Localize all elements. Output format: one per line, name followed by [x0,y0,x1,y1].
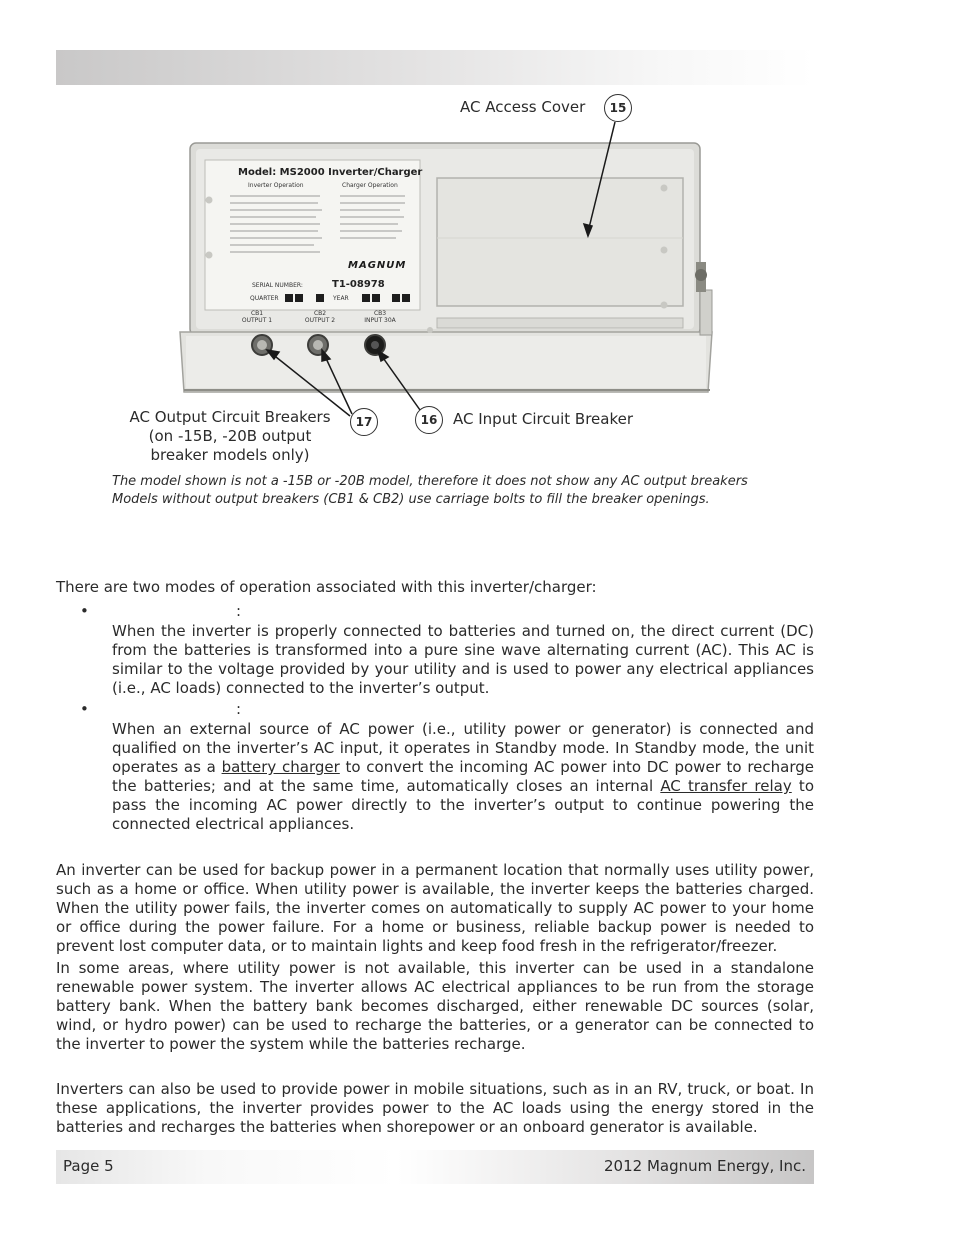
callout-16: 16 [415,406,443,434]
callout-17: 17 [350,408,378,436]
unit-model-title: Model: MS2000 Inverter/Charger [238,167,423,178]
mode-heading-colon: : [236,700,242,718]
unit-cb3-label: CB3 INPUT 30A [364,310,396,324]
bullet-marker: • [80,700,89,718]
bullet-marker: • [80,602,89,620]
standby-mode-text: When an external source of AC power (i.e., utility power or generator) is connected and qualified on the inverter’s AC input, it operates in Standby mode. In Standby mode, the unit operates as a battery charger to convert the incoming AC power into DC power to recharge the batteries; and at the same time, automatically closes an internal AC transfer relay to pass the incoming AC power directly to the inverter’s output to continue powering the connected electrical appliances. [112,720,814,833]
inverter-mode-text: When the inverter is properly connected to batteries and turned on, the direct current (DC) from the batteries is transformed into a pure sine wave alternating current (AC). This AC is similar to the voltage provided by your utility and is used to power any electrical appliances (i.e., AC loads) connected to the inverter’s output. [112,622,814,697]
unit-cb1-label: CB1 OUTPUT 1 [241,310,273,324]
unit-cb2-label: CB2 OUTPUT 2 [304,310,336,324]
unit-serial-value: T1-08978 [332,279,385,290]
label-ac-input-breaker: AC Input Circuit Breaker [453,410,633,428]
ac-transfer-relay-link[interactable]: AC transfer relay [660,777,792,795]
mode-heading-colon: : [236,602,242,620]
unit-quarter-label: QUARTER [250,295,279,302]
figure-caption-line-2: Models without output breakers (CB1 & CB2) use carriage bolts to fill the breaker openings. [112,492,710,507]
label-ac-output-breakers: AC Output Circuit Breakers (on -15B, -20B output breaker models only) [129,408,331,464]
unit-year-label: YEAR [333,295,349,302]
figure-caption-line-1: The model shown is not a -15B or -20B model, therefore it does not show any AC output breakers [112,474,748,489]
unit-inverter-heading: Inverter Operation [248,182,304,189]
unit-charger-heading: Charger Operation [342,182,398,189]
page-number: Page 5 [63,1157,114,1175]
inverter-figure [0,0,954,520]
label-ac-access-cover: AC Access Cover [460,98,586,116]
mobile-power-paragraph: Inverters can also be used to provide power in mobile situations, such as in an RV, truck, or boat. In these applications, the inverter provides power to the AC loads using the energy stored in the batteries and recharges the batteries when shorepower or an onboard generator is available. [56,1080,814,1136]
footer-copyright: 2012 Magnum Energy, Inc. [604,1157,806,1175]
backup-power-paragraph: An inverter can be used for backup power in a permanent location that normally uses utility power, such as a home or office. When utility power is available, the inverter keeps the batteries charged. When the utility power fails, the inverter comes on automatically to supply AC power to your home or office during the power failure. For a home or business, reliable backup power is needed to prevent lost computer data, or to maintain lights and keep food fresh in the refrigerator/freezer. [56,861,814,955]
intro-text: There are two modes of operation associated with this inverter/charger: [56,578,597,596]
callout-15: 15 [604,94,632,122]
standalone-power-paragraph: In some areas, where utility power is not available, this inverter can be used in a standalone renewable power system. The inverter allows AC electrical appliances to be run from the storage battery bank. When the battery bank becomes discharged, either renewable DC sources (solar, wind, or hydro power) can be used to recharge the batteries, or a generator can be connected to the inverter to power the system while the batteries recharge. [56,959,814,1053]
battery-charger-link[interactable]: battery charger [221,758,340,776]
unit-brand-logo: MAGNUM [348,260,407,271]
unit-serial-label: SERIAL NUMBER: [252,282,303,289]
